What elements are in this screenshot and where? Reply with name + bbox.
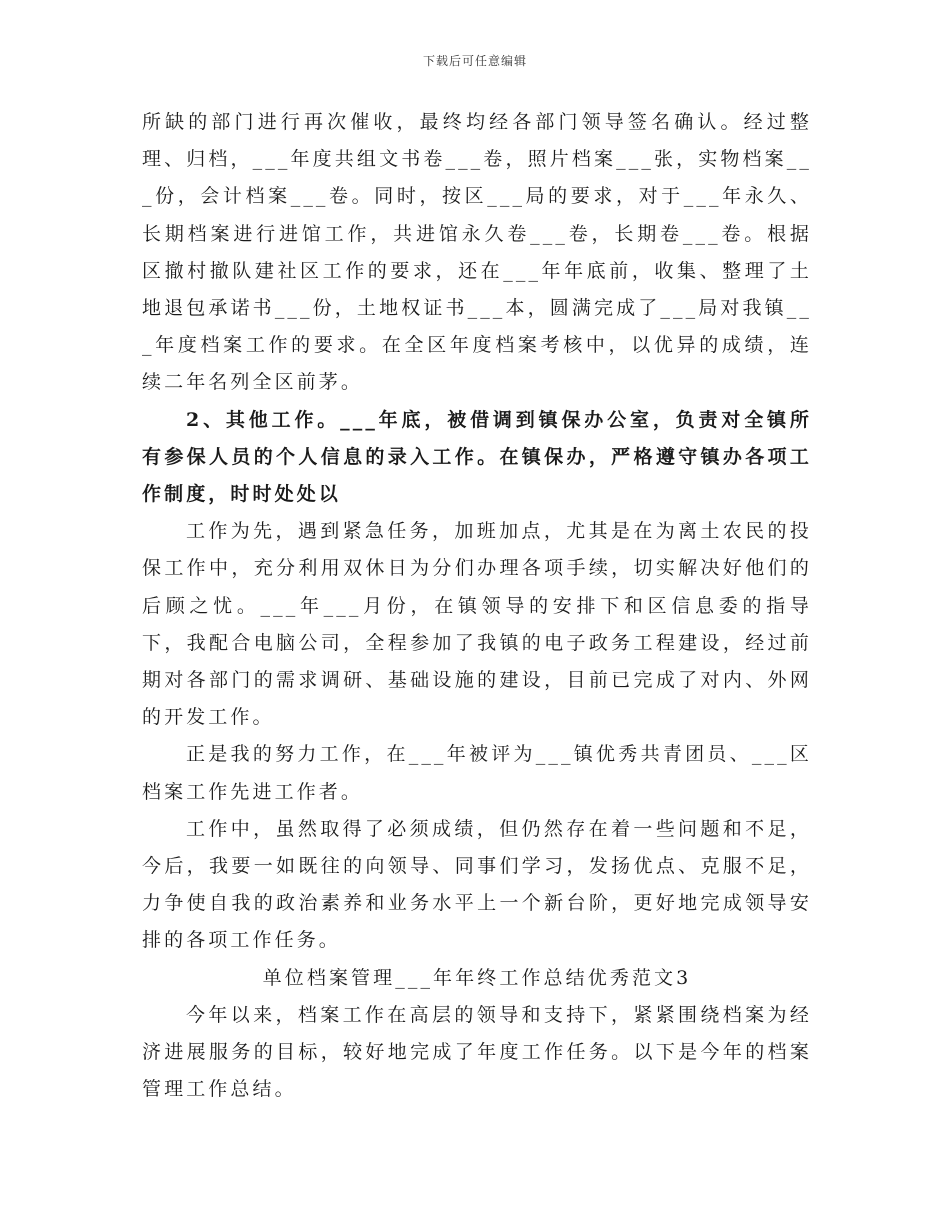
paragraph-work-first: 工作为先，遇到紧急任务，加班加点，尤其是在为离土农民的投保工作中，充分利用双休日为分们办理各项手续，切实解决好他们的后顾之忧。___年___月份，在镇领导的安排下和区信息委的指导下，我配合电脑公司，全程参加了我镇的电子政务工程建设，经过前期对各部门的需求调研、基础设施的建设，目前已完成了对内、外网的开发工作。: [142, 520, 812, 729]
paragraph-awards: 正是我的努力工作，在___年被评为___镇优秀共青团员、___区档案工作先进工作者。: [142, 743, 812, 803]
paragraph-archive-summary: 所缺的部门进行再次催收，最终均经各部门领导签名确认。经过整理、归档，___年度共组文书卷___卷，照片档案___张，实物档案___份，会计档案___卷。同时，按区___局的要求，对于___年永久、长期档案进行进馆工作，共进馆永久卷___卷，长期卷___卷。根据区撤村撤队建社区工作的要求，还在___年年底前，收集、整理了土地退包承诺书___份，土地权证书___本，圆满完成了___局对我镇___年度档案工作的要求。在全区年度档案考核中，以优异的成绩，连续二年名列全区前茅。: [142, 111, 812, 394]
document-body: [142, 104, 812, 1108]
paragraph-intro-year: 今年以来，档案工作在高层的领导和支持下，紧紧围绕档案为经济进展服务的目标，较好地完成了年度工作任务。以下是今年的档案管理工作总结。: [142, 1003, 812, 1101]
page-header-note: 下载后可任意编辑: [422, 54, 527, 68]
paragraph-shortcomings: 工作中，虽然取得了必须成绩，但仍然存在着一些问题和不足，今后，我要一如既往的向领导、同事们学习，发扬优点、克服不足，力争使自我的政治素养和业务水平上一个新台阶，更好地完成领导安排的各项工作任务。: [142, 817, 812, 952]
paragraph-other-work-heading: 2、其他工作。___年底，被借调到镇保办公室，负责对全镇所有参保人员的个人信息的录入工作。在镇保办，严格遵守镇办各项工作制度，时时处处以: [142, 408, 812, 506]
section-title: 单位档案管理___年年终工作总结优秀范文3: [262, 966, 692, 989]
